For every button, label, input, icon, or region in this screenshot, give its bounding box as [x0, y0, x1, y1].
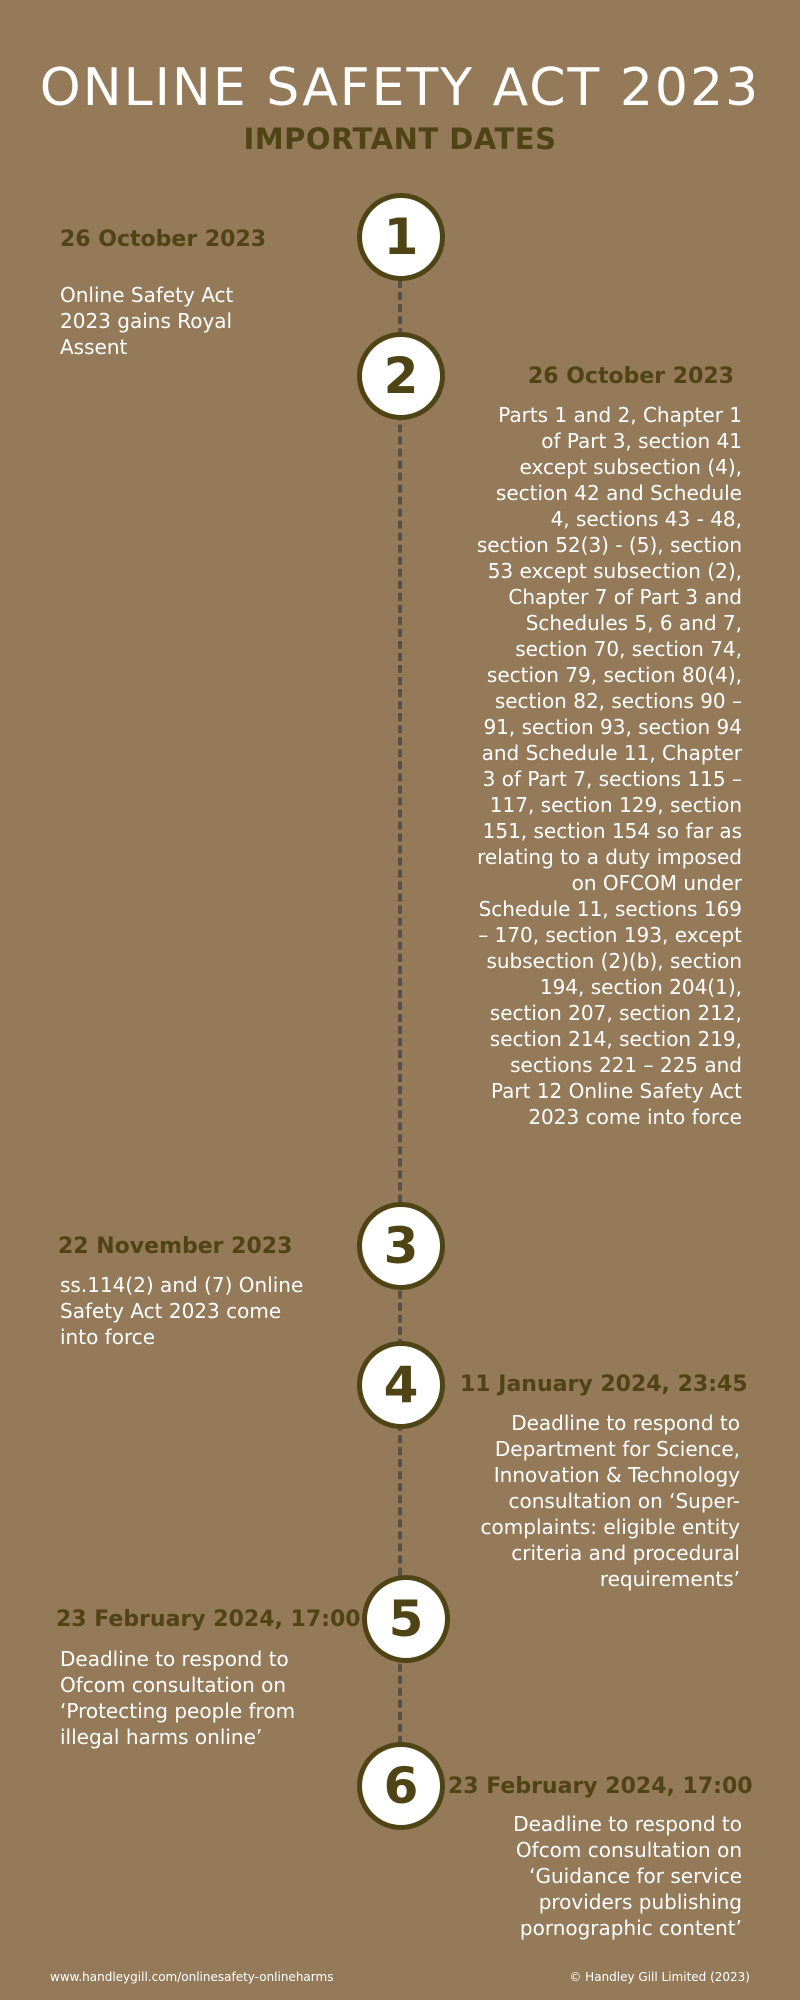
footer-url: www.handleygill.com/onlinesafety-onlineharms: [50, 1970, 334, 1984]
event-description-1: Online Safety Act 2023 gains Royal Assent: [60, 283, 234, 359]
event-description-4: Deadline to respond to Department for Science, Innovation & Technology consultation on ‘Super-complaints: eligible entity criteria and procedural requirements’: [480, 1411, 740, 1591]
marker-number: 1: [383, 208, 419, 266]
event-date-5: 23 February 2024, 17:00: [56, 1607, 361, 1632]
page-title: ONLINE SAFETY ACT 2023: [39, 58, 761, 118]
page-subtitle: IMPORTANT DATES: [243, 122, 557, 156]
marker-number: 2: [383, 347, 419, 405]
marker-number: 3: [383, 1217, 419, 1275]
event-description-3: ss.114(2) and (7) Online Safety Act 2023 come into force: [60, 1273, 304, 1349]
timeline-marker-6: [357, 1742, 445, 1830]
footer-copyright: © Handley Gill Limited (2023): [569, 1970, 750, 1984]
timeline-marker-5: [362, 1575, 450, 1663]
event-date-6: 23 February 2024, 17:00: [448, 1774, 753, 1799]
event-description-6: Deadline to respond to Ofcom consultation on ‘Guidance for service providers publishing pornographic content’: [513, 1812, 742, 1940]
marker-number: 5: [388, 1590, 424, 1648]
timeline-marker-2: [357, 332, 445, 420]
timeline-marker-4: [357, 1341, 445, 1429]
event-date-2: 26 October 2023: [527, 364, 734, 389]
timeline-marker-3: [357, 1202, 445, 1290]
marker-number: 6: [383, 1757, 419, 1815]
event-date-3: 22 November 2023: [58, 1234, 293, 1259]
event-description-2: Parts 1 and 2, Chapter 1 of Part 3, section 41 except subsection (4), section 42 and Schedule 4, sections 43 - 48, section 52(3) - (5), section 53 except subsection (2), Chapter 7 of Part 3 and Schedules 5, 6 and 7, section 70, section 74, section 79, section 80(4), section 82, sections 90 – 91, section 93, section 94 and Schedule 11, Chapter 3 of Part 7, sections 115 – 117, section 129, section 151, section 154 so far as relating to a duty imposed on OFCOM under Schedule 11, sections 169 – 170, section 193, except subsection (2)(b), section 194, section 204(1), section 207, section 212, section 214, section 219, sections 221 – 225 and Part 12 Online Safety Act 2023 come into force: [476, 403, 742, 1129]
event-date-1: 26 October 2023: [60, 227, 267, 252]
timeline-line: [398, 280, 402, 1780]
marker-number: 4: [383, 1356, 419, 1414]
event-date-4: 11 January 2024, 23:45: [460, 1372, 748, 1397]
timeline-marker-1: [357, 193, 445, 281]
event-description-5: Deadline to respond to Ofcom consultation on ‘Protecting people from illegal harms online’: [60, 1647, 296, 1749]
